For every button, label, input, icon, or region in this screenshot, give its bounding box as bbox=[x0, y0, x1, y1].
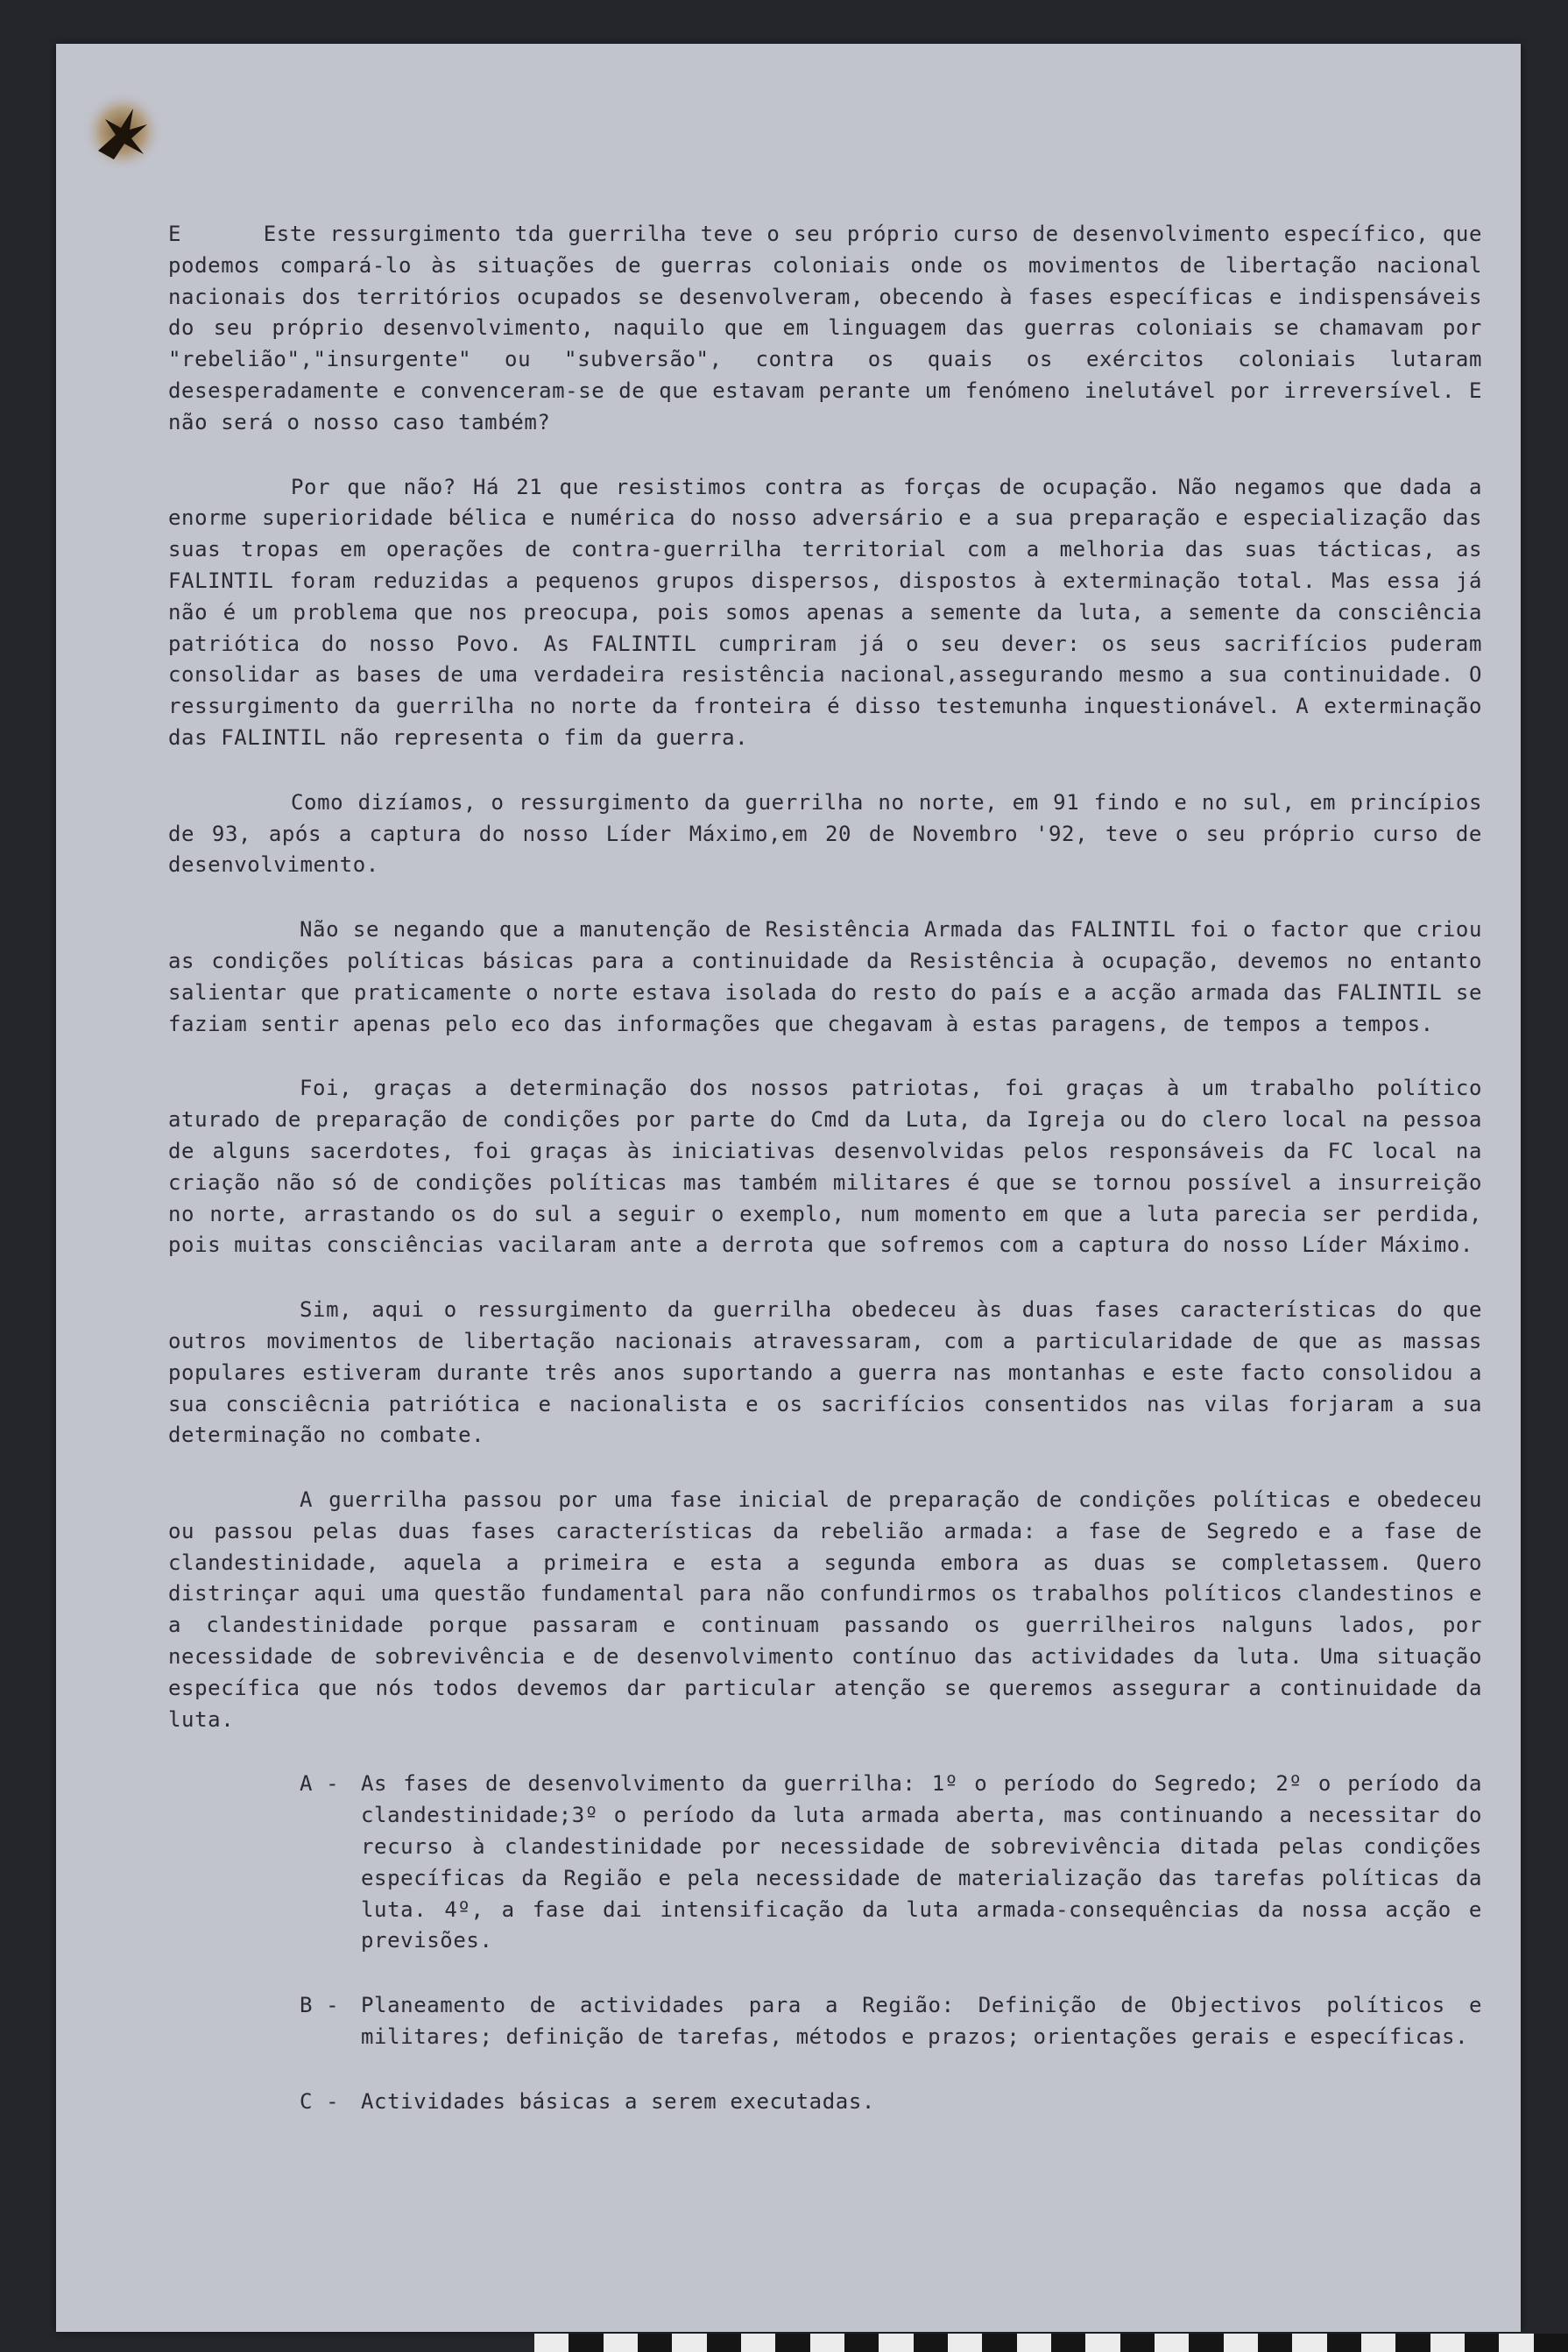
list-item-text: Actividades básicas a serem executadas. bbox=[361, 2088, 875, 2114]
list-item-letter: B - bbox=[300, 1993, 340, 2018]
list-item-letter: A - bbox=[300, 1771, 340, 1797]
paragraph-7: A guerrilha passou por uma fase inicial de preparação de condições políticas e obedeceu ou passou pelas duas fases características da rebelião armada: a fase de Segredo e a fase de clandestinidade, aquela a primeira e esta a segunda embora as duas se completassem. Quero distrinçar aqui uma questão fundamental para não confundirmos os trabalhos políticos clandestinos e a clandestinidade porque passaram e continuam passando os guerrilheiros nalguns lados, por necessidade de sobrevivência e de desenvolvimento contínuo das actividades da luta. Uma situação específica que nós todos devemos dar particular atenção se queremos assegurar a continuidade da luta. bbox=[168, 1487, 1496, 1732]
paragraph-1: E Este ressurgimento tda guerrilha teve o seu próprio curso de desenvolvimento específico, que podemos compará-lo às situações de guerras coloniais onde os movimentos de libertação nacional nacionais dos territórios ocupados se desenvolveram, obecendo à fases específicas e indispensáveis do seu próprio desenvolvimento, naquilo que em linguagem das guerras coloniais se chamavam por "rebelião","insurgente" ou "subversão", contra os quais os exércitos coloniais lutaram desesperadamente e convenceram-se de que estavam perante um fenómeno inelutável por irreversível. E não será o nosso caso também? bbox=[168, 222, 1496, 434]
paragraph-4: Não se negando que a manutenção de Resistência Armada das FALINTIL foi o factor que criou as condições políticas básicas para a continuidade da Resistência à ocupação, devemos no entanto salientar que praticamente o norte estava isolada do resto do país e a acção armada das FALINTIL se faziam sentir apenas pelo eco das informações que chegavam à estas paragens, de tempos a tempos. bbox=[168, 917, 1496, 1036]
list-item-b bbox=[300, 1990, 1482, 2053]
list-item-letter: C - bbox=[300, 2088, 340, 2114]
color-scale-bar bbox=[534, 2334, 1568, 2352]
paragraph-6: Sim, aqui o ressurgimento da guerrilha obedeceu às duas fases características do que outros movimentos de libertação nacionais atravessaram, com a particularidade de que as massas populares estiveram durante três anos suportando a guerra nas montanhas e este facto consolidou a sua consciêcnia patriótica e nacionalista e os sacrifícios consentidos nas vilas forjaram a sua determinação no combate. bbox=[168, 1297, 1496, 1448]
list-item-text: Planeamento de actividades para a Região: Definição de Objectivos políticos e militares; definição de tarefas, métodos e prazos; orientações gerais e específicas. bbox=[361, 1993, 1482, 2050]
list-item-a bbox=[300, 1769, 1482, 1957]
paragraph-3: Como dizíamos, o ressurgimento da guerrilha no norte, em 91 findo e no sul, em princípios de 93, após a captura do nosso Líder Máximo,em 20 de Novembro '92, teve o seu próprio curso de desenvolvimento. bbox=[168, 789, 1496, 878]
typed-text bbox=[168, 219, 1496, 2151]
burn-mark bbox=[81, 89, 165, 173]
document-page bbox=[56, 44, 1521, 2332]
list-item-c bbox=[300, 2087, 1482, 2118]
list-item-text: As fases de desenvolvimento da guerrilha: 1º o período do Segredo; 2º o período da clandestinidade;3º o período da luta armada aberta, mas continuando a necessitar do recurso à clandestinidade por necessidade de sobrevivência ditada pelas condições específicas da Região e pela necessidade de materialização das tarefas políticas da luta. 4º, a fase dai intensificação da luta armada-consequências da nossa acção e previsões. bbox=[361, 1771, 1482, 1953]
paragraph-2: Por que não? Há 21 que resistimos contra as forças de ocupação. Não negamos que dada a enorme superioridade bélica e numérica do nosso adversário e a sua preparação e especialização das suas tropas em operações de contra-guerrilha territorial com a melhoria das suas tácticas, as FALINTIL foram reduzidas a pequenos grupos dispersos, dispostos à exterminação total. Mas essa já não é um problema que nos preocupa, pois somos apenas a semente da luta, a semente da consciência patriótica do nosso Povo. As FALINTIL cumpriram já o seu dever: os seus sacrifícios puderam consolidar as bases de uma verdadeira resistência nacional,assegurando mesmo a sua continuidade. O ressurgimento da guerrilha no norte da fronteira é disso testemunha inquestionável. A exterminação das FALINTIL não representa o fim da guerra. bbox=[168, 474, 1496, 750]
paragraph-5: Foi, graças a determinação dos nossos patriotas, foi graças à um trabalho político aturado de preparação de condições por parte do Cmd da Luta, da Igreja ou do clero local na pessoa de alguns sacerdotes, foi graças às iniciativas desenvolvidas pelos responsáveis da FC local na criação não só de condições políticas mas também militares é que se tornou possível a insurreição no norte, arrastando os do sul a seguir o exemplo, num momento em que a luta parecia ser perdida, pois muitas consciências vacilaram ante a derrota que sofremos com a captura do nosso Líder Máximo. bbox=[168, 1076, 1496, 1258]
